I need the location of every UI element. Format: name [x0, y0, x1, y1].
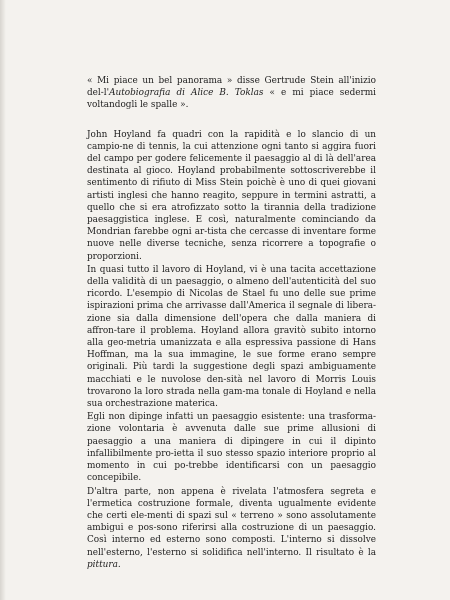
paragraph-4-text: D'altra parte, non appena è rivelata l'atmosfera segreta e l'ermetica costruzione formale, diventa ugualmente evidente che certi ele-menti di spazi sul « terreno » sono assolutamente ambigui e pos-sono riferirsi alla costruzione di un paesaggio. Così interno ed esterno sono composti. L'interno si dissolve nell'esterno, l'esterno si solidifica nell'interno. Il risultato è la — [87, 486, 376, 558]
emphasized-word: pittura — [87, 559, 118, 570]
paragraph-1: John Hoyland fa quadri con la rapidità e lo slancio di un campio-ne di tennis, la cui attenzione ogni tanto si aggira fuori del campo per godere felicemente il paesaggio al di là dell'area destinata al gioco. Hoyland probabilmente sottoscriverebbe il sentimento di rifiuto di Miss Stein poichè è uno di quei giovani artisti inglesi che hanno reagito, seppure in termini astratti, a quello che si era atrofizzato sotto la tirannia della tradizione paesaggistica inglese. E così, naturalmente cominciando da Mondrian farebbe ogni ar-tista che cercasse di inventare forme nuove nelle diverse tecniche, senza ricorrere a topografie o proporzioni. — [87, 129, 376, 262]
epigraph-text-start: « Mi piace un bel panorama » disse Gertrude Stein all'inizio del-l' — [87, 76, 376, 99]
book-title: Autobiografia di Alice B. Toklas — [109, 88, 264, 99]
paragraph-3: Egli non dipinge infatti un paesaggio esistente: una trasforma-zione volontaria è avvenuta dalle sue prime allusioni di paesaggio a una maniera di dipingere in cui il dipinto infallibilmente pro-ietta il suo stesso spazio interiore proprio al momento in cui po-trebbe identificarsi con un paesaggio concepibile. — [87, 412, 376, 484]
epigraph-text-end: « e mi piace sedermi voltandogli le spalle ». — [87, 88, 377, 111]
paragraph-4 — [87, 486, 376, 571]
paragraph-2: In quasi tutto il lavoro di Hoyland, vi è una tacita accettazione della validità di un paesaggio, o almeno dell'autenticità del suo ricordo. L'esempio di Nicolas de Stael fu uno delle sue prime ispirazioni prima che arrivasse dall'America il segnale di libera-zione sia dalla dimensione dell'opera che dalla maniera di affron-tare il problema. Hoyland allora gravitò subito intorno alla geo-metria umanizzata e alla espressiva passione di Hans Hoffman, ma la sua immagine, le sue forme erano sempre originali. Più tardi la suggestione degli spazi ambiguamente macchiati e le nuvolose den-sità nel lavoro di Morris Louis trovarono la loro strada nella gam-ma tonale di Hoyland e nella sua orchestrazione materica. — [87, 264, 376, 410]
paragraph-4-end: . — [117, 559, 121, 570]
epigraph-quote — [87, 75, 376, 112]
